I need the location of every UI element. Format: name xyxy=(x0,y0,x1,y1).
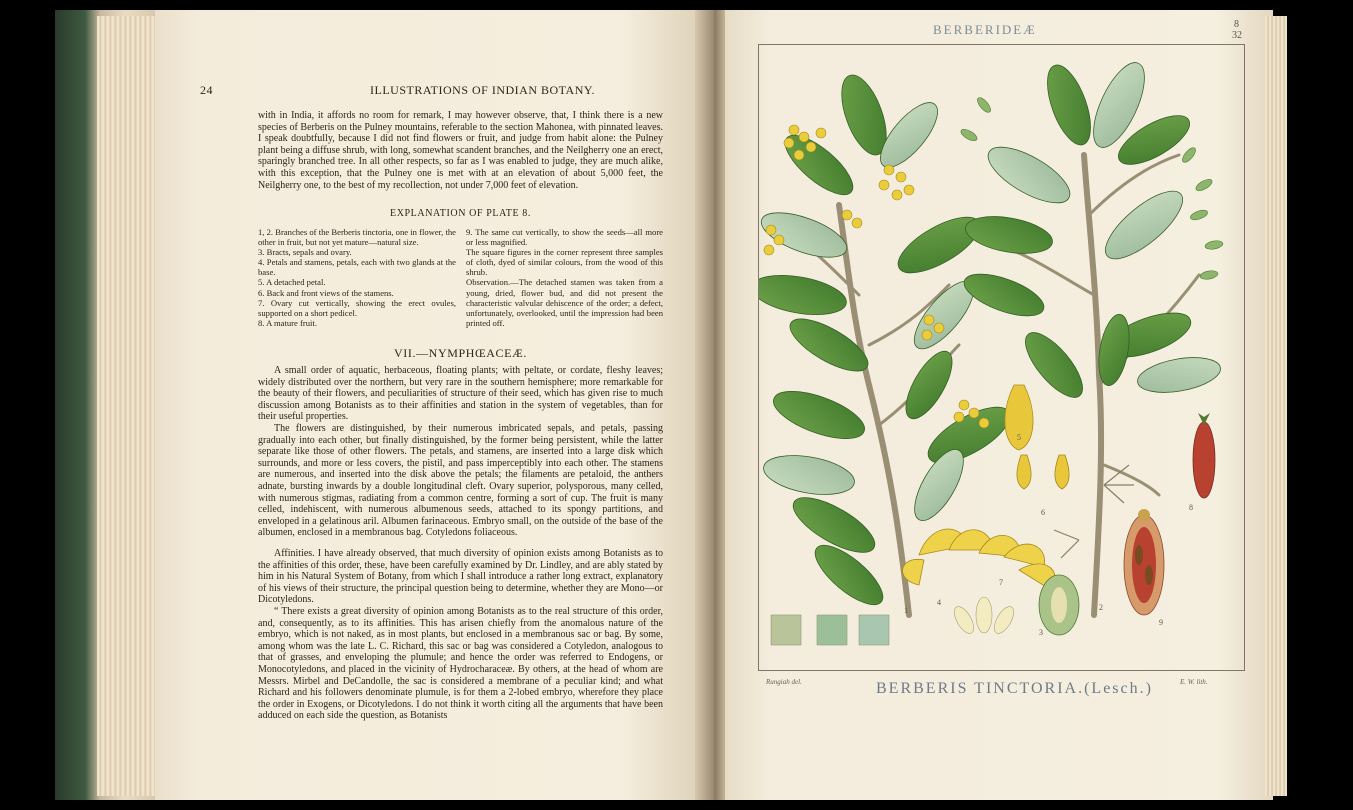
running-head-title: ILLUSTRATIONS OF INDIAN BOTANY. xyxy=(370,83,595,97)
flower-petals-detail xyxy=(903,529,1056,590)
explanation-item: 7. Ovary cut vertically, showing the erect ovules, supported on a short pedicel. xyxy=(258,297,456,318)
body-paragraph: The flowers are distinguished, by their numerous imbricated sepals, and petals, passing gradually into each other, but finally distinguished, by the former being persistent, while the latter separate like those of other flowers. The petals, and stamens, are inserted into a large disk which surrounds, and more or less covers, the pistil, and pass imperceptibly into each other. The stamens are numerous, and inserted into the disk above the petals; the filaments are petaloid, the anthers adnate, bursting inwards by a double longitudinal cleft. Ovary superior, polysporous, many celled, with numerous stigmas, radiating from a common centre, forming a sort of cup. The fruit is many celled, indehiscent, with numerous albumenous seeds, attached to its spongy partitions, and enveloped in a gelatinous aril. Albumen farinaceous. Embryo small, on the outside of the base of the albumen, enclosed in a membranous bag. Cotyledons foliaceous. xyxy=(258,422,663,539)
figure-number: 8 xyxy=(1189,503,1193,512)
quote-paragraph: “ There exists a great diversity of opinion among Botanists as to the real structure of this order, and, consequently, as to its affinities. This has arisen chiefly from the anomalous nature of the embryo, which is not naked, as in most plants, but enclosed in a membranous sac or bag. By some, among whom was the late L. C. Richard, this sac or bag was considered a Cotyledon, analogous to that of grasses, and enveloping the plumule; and hence the order was referred to Endogens, or Monocotyledons, and placed in the vicinity of Hydrocharaceæ. By others, at the head of whom are Messrs. Mirbel and DeCandolle, the sac is considered a membrane of a peculiar kind; and what Richard and his followers denominate plumule, is for them a 2-lobed embryo, wherefore they place the order in Exogens, or Dicotyledons. I do not think it worth citing all the arguments that have been adduced on each side the question, as Botanists xyxy=(258,605,663,722)
explanation-item: 3. Bracts, sepals and ovary. xyxy=(258,247,352,258)
figure-number: 2 xyxy=(1099,603,1103,612)
figure-number: 3 xyxy=(1039,628,1043,637)
cloth-swatches xyxy=(771,615,889,645)
berberis-illustration xyxy=(759,45,1244,670)
fruit-detail xyxy=(1039,413,1215,635)
section-body xyxy=(258,365,663,539)
section-title: VII.—NYMPHŒACEÆ. xyxy=(394,346,527,360)
single-petal-detail xyxy=(1005,385,1069,489)
stamens-detail xyxy=(950,597,1017,636)
explanation-item: 4. Petals and stamens, petals, each with two glands at the base. xyxy=(258,257,456,278)
figure-number: 9 xyxy=(1159,618,1163,627)
explanation-item: 1, 2. Branches of the Berberis tinctoria, one in flower, the other in fruit, but not yet mature—natural size. xyxy=(258,227,456,248)
page-edges-left xyxy=(97,16,157,796)
explanation-item: The square figures in the corner represent three samples of cloth, dyed of similar colours, from the wood of this shrub. xyxy=(466,247,663,278)
artist-credit-left: Rungiah del. xyxy=(766,678,802,686)
plate-title: BERBERIS TINCTORIA.(Lesch.) xyxy=(876,680,1153,697)
explanation-item: 9. The same cut vertically, to show the seeds—all more or less magnified. xyxy=(466,227,663,248)
plate-page-number: 32 xyxy=(1232,30,1242,41)
explanation-right-column xyxy=(466,227,663,328)
body-paragraph: A small order of aquatic, herbaceous, floating plants; with peltate, or cordate, fleshy leaves; widely distributed over the northern, but very rare in the southern hemisphere; more remarkable for the beauty of their flowers, and peculiarities of structure of their seed, which has given rise to much discussion among Botanists as to their affinities and station in the system of vegetables, than for their useful properties. xyxy=(258,365,663,423)
explanation-left-column xyxy=(258,227,456,328)
plate-running-head: BERBERIDEÆ xyxy=(933,22,1037,37)
explanation-item: 8. A mature fruit. xyxy=(258,317,317,328)
explanation-title: EXPLANATION OF PLATE 8. xyxy=(389,208,532,219)
affinities-paragraph: Affinities. I have already observed, that much diversity of opinion exists among Botanists as to the affinities of this order, these, have been carefully examined by Dr. Lindley, and are ably stated by him in his Natural System of Botany, from which I shall introduce a rather long extract, explanatory of his views of their structure, the principal question being to determine, whether they are Mono—or Dicotyledons. xyxy=(258,548,663,606)
intro-paragraph: with in India, it affords no room for remark, I may however observe, that, I think there is a new species of Berberis on the Pulney mountains, referable to the section Mahonea, with pinnated leaves. I speak doubtfully, because I did not find flowers or fruit, and judge from habit alone: the Pulney plant being a diffuse shrub, with long, somewhat scandent branches, and the Neilgherry one an erect, sparingly branched tree. In all other respects, so far as I was enabled to judge, they are much alike, with this exception, that the Pulney one is met with at an elevation of about 5,000 feet, the Neilgherry one, to the best of my recollection, not under 7,000 feet of elevation. xyxy=(258,110,663,191)
figure-number: 1 xyxy=(904,606,908,615)
page-edges-right xyxy=(1265,16,1287,796)
figure-number: 4 xyxy=(937,598,941,607)
explanation-item: 6. Back and front views of the stamens. xyxy=(258,287,394,298)
plate-number: 8 xyxy=(1234,19,1239,30)
explanation-item: Observation.—The detached stamen was taken from a young, dried, flower bud, and did not present the characteristic valvular dehiscence of the order; a defect, unfortunately, overlooked, until the impression had been printed off. xyxy=(466,277,663,328)
figure-number: 5 xyxy=(1017,433,1021,442)
figure-number: 7 xyxy=(999,578,1003,587)
explanation-item: 5. A detached petal. xyxy=(258,277,326,288)
affinities-body xyxy=(258,548,663,722)
artist-credit-right: E. W. lith. xyxy=(1180,678,1208,686)
botanical-plate xyxy=(758,44,1245,671)
figure-number: 6 xyxy=(1041,508,1045,517)
page-number: 24 xyxy=(200,83,213,97)
